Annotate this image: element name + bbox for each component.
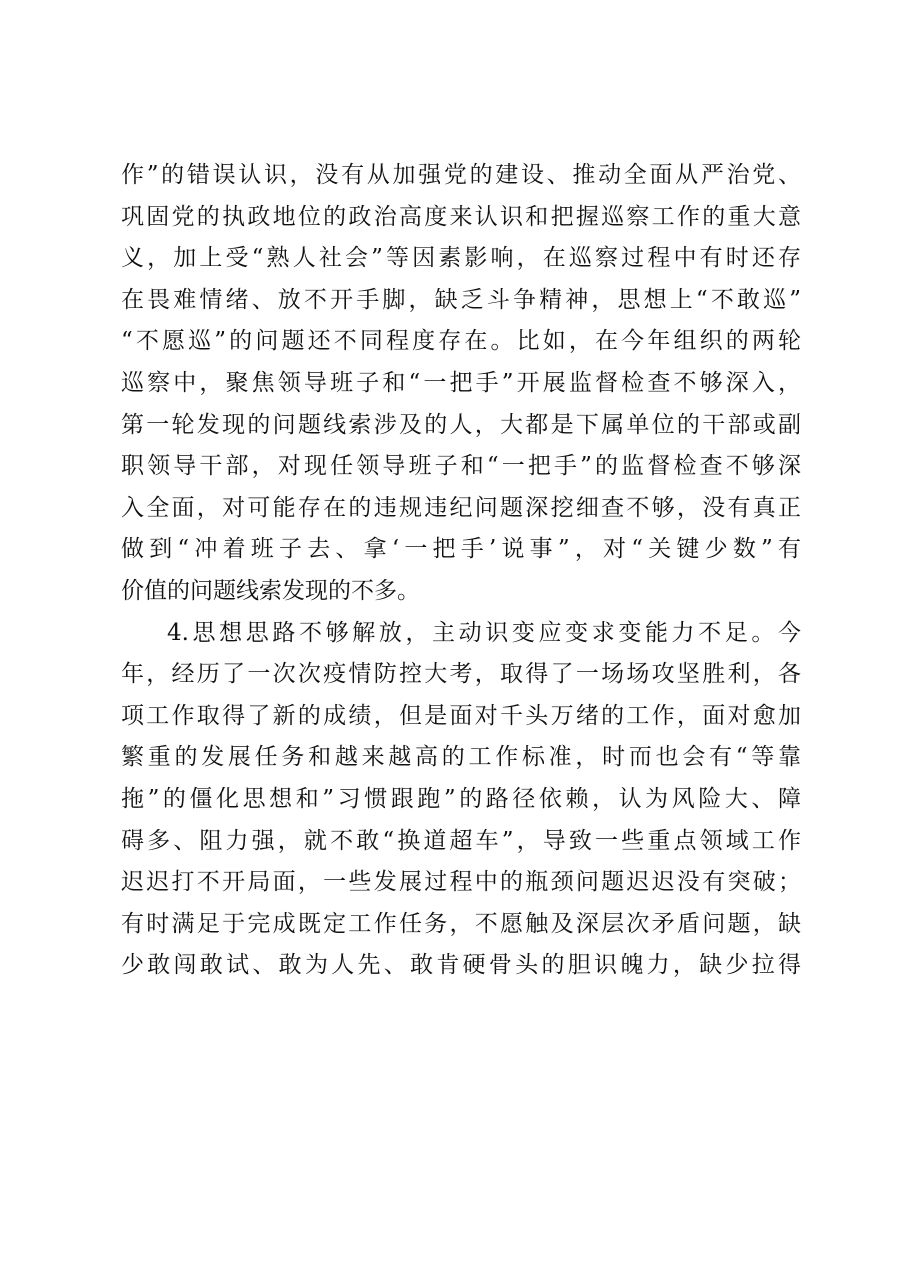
paragraph-1 <box>121 155 801 613</box>
text-line: 年，经历了一次次疫情防控大考，取得了一场场攻坚胜利，各 <box>121 661 801 688</box>
text-line: 价值的问题线索发现的不多。 <box>121 577 420 604</box>
text-line: 少敢闯敢试、敢为人先、敢肯硬骨头的胆识魄力，缺少拉得 <box>121 952 801 979</box>
text-line: “不愿巡”的问题还不同程度存在。比如，在今年组织的两轮 <box>121 328 801 355</box>
text-line: 职领导干部，对现任领导班子和“一把手”的监督检查不够深 <box>121 453 801 480</box>
text-line: 巩固党的执政地位的政治高度来认识和把握巡察工作的重大意 <box>121 203 801 230</box>
text-line: 义，加上受“熟人社会”等因素影响，在巡察过程中有时还存 <box>121 245 801 272</box>
text-line: 项工作取得了新的成绩，但是面对千头万绪的工作，面对愈加 <box>121 702 801 729</box>
text-line: 做到“冲着班子去、拿‘一把手’说事”，对“关键少数”有 <box>121 536 801 563</box>
text-line: 碍多、阻力强，就不敢“换道超车”，导致一些重点领域工作 <box>121 827 801 854</box>
text-line: 入全面，对可能存在的违规违纪问题深挖细查不够，没有真正 <box>121 494 801 521</box>
text-line: 繁重的发展任务和越来越高的工作标准，时而也会有“等靠 <box>121 744 801 771</box>
text-line: 作”的错误认识，没有从加强党的建设、推动全面从严治党、 <box>121 162 801 188</box>
text-line: 在畏难情绪、放不开手脚，缺乏斗争精神，思想上“不敢巡” <box>121 286 801 313</box>
text-line: 第一轮发现的问题线索涉及的人，大都是下属单位的干部或副 <box>121 411 801 438</box>
text-line: 巡察中，聚焦领导班子和“一把手”开展监督检查不够深入， <box>121 369 801 396</box>
text-line: 拖”的僵化思想和”习惯跟跑”的路径依赖，认为风险大、障 <box>121 785 801 812</box>
text-line: 4.思想思路不够解放，主动识变应变求变能力不足。今 <box>167 619 801 646</box>
text-line: 有时满足于完成既定工作任务，不愿触及深层次矛盾问题，缺 <box>121 910 801 937</box>
document-body <box>121 155 801 987</box>
paragraph-2 <box>121 613 801 987</box>
text-line: 迟迟打不开局面，一些发展过程中的瓶颈问题迟迟没有突破； <box>121 869 801 896</box>
